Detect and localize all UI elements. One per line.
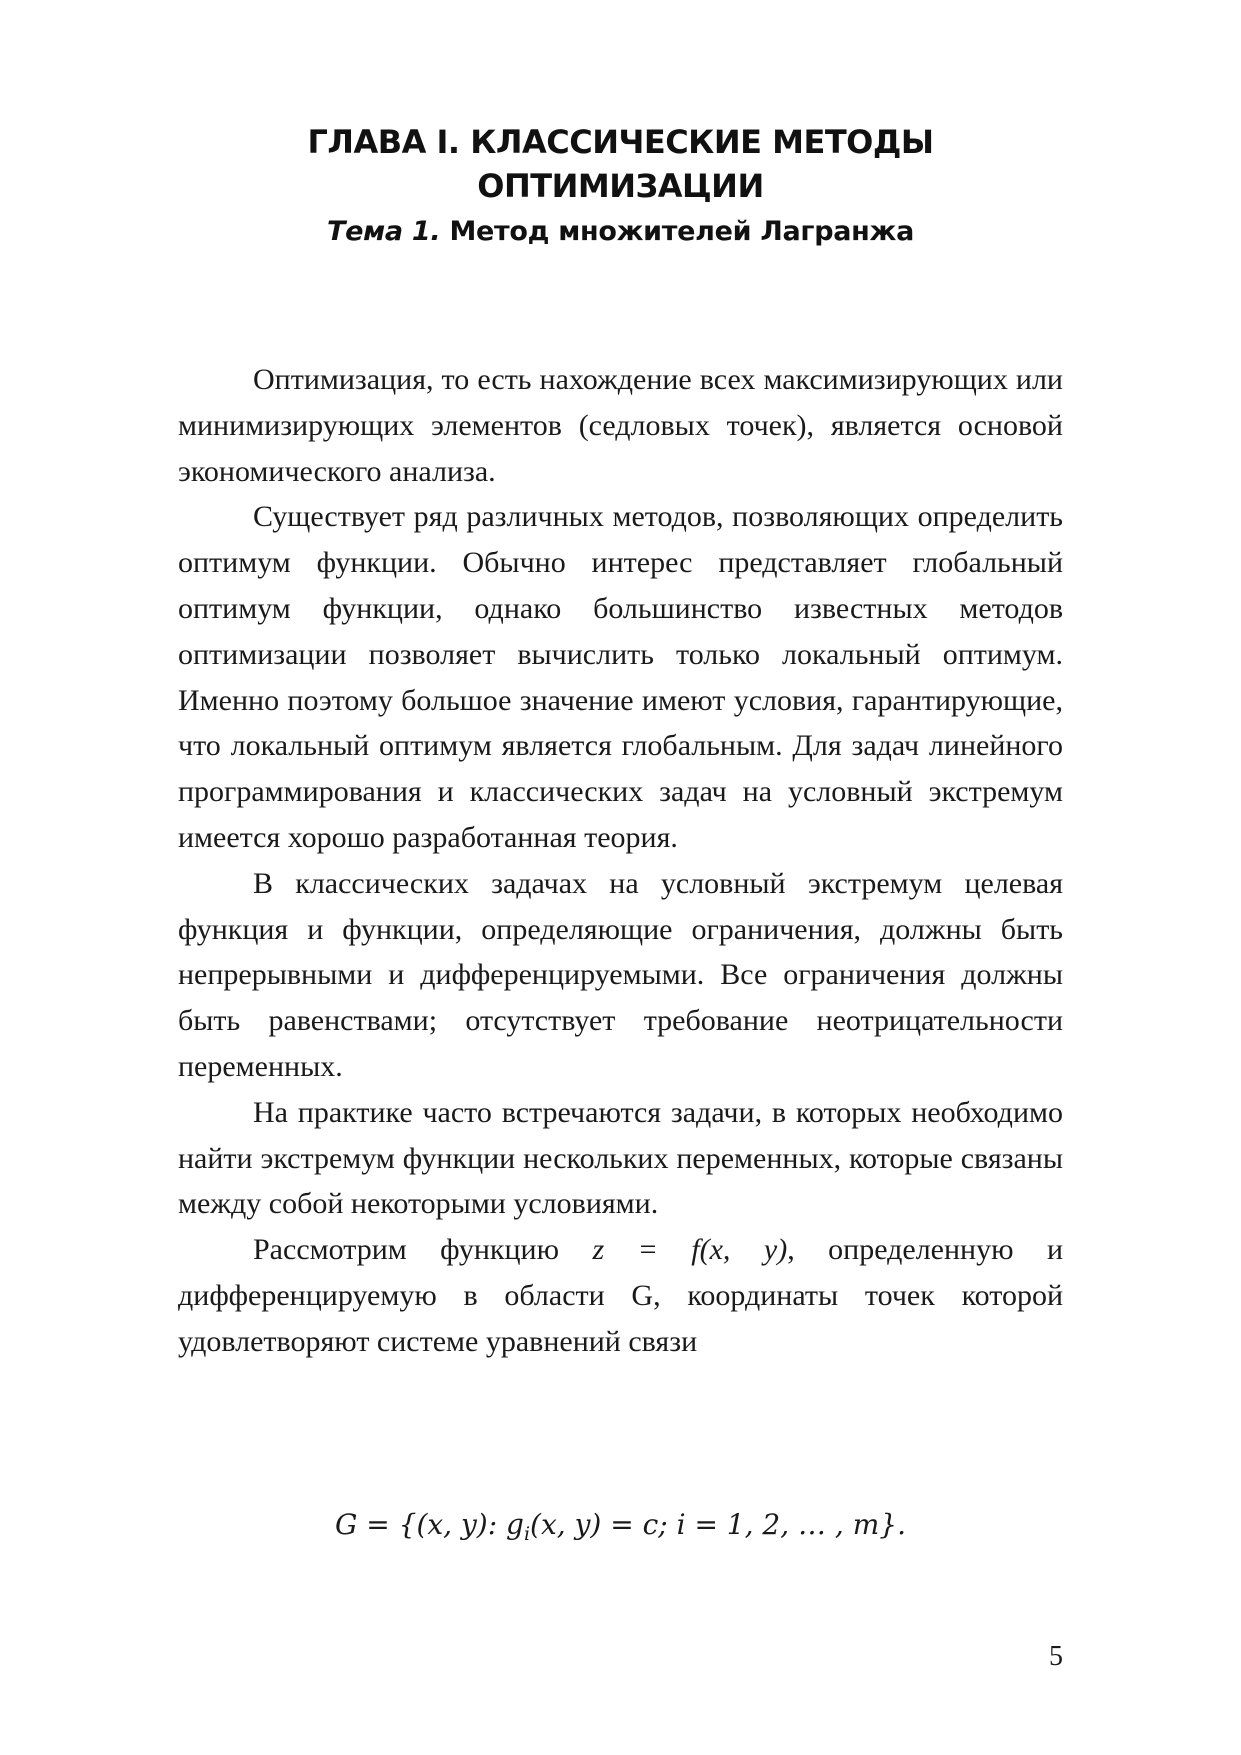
chapter-title-line-2: ОПТИМИЗАЦИИ: [477, 167, 764, 205]
page-number: 5: [1049, 1641, 1063, 1672]
chapter-title-line-1: ГЛАВА I. КЛАССИЧЕСКИЕ МЕТОДЫ: [307, 123, 934, 161]
function-expression: z = f(x, y): [592, 1233, 788, 1267]
topic-name: Метод множителей Лагранжа: [449, 216, 915, 247]
body-text: [178, 357, 1063, 1365]
paragraph-text: , определенную и дифференцируемую в области G, координаты точек которой удовлетворяют системе уравнений связи: [178, 1233, 1064, 1358]
topic-label: Тема 1.: [326, 216, 441, 247]
paragraph: Оптимизация, то есть нахождение всех максимизирующих или минимизирующих элементов (седловых точек), является основой экономического анализа.: [178, 363, 1063, 488]
formula-subscript: i: [523, 1523, 531, 1545]
constraint-formula: [178, 1505, 1063, 1554]
paragraph: Существует ряд различных методов, позволяющих определить оптимум функции. Обычно интерес представляет глобальный оптимум функции, однако большинство известных методов оптимизации позволяет вычислить только локальный оптимум. Именно поэтому большое значение имеют условия, гарантирующие, что локальный оптимум является глобальным. Для задач линейного программирования и классических задач на условный экстремум имеется хорошо разработанная теория.: [178, 500, 1063, 854]
formula-rhs: (x, y) = c; i = 1, 2, … , m}.: [530, 1508, 906, 1541]
topic-title: [178, 212, 1063, 252]
formula-lhs: G = {(x, y): g: [335, 1508, 524, 1541]
paragraph-text: Рассмотрим функцию: [253, 1233, 593, 1267]
paragraph: [178, 1227, 1063, 1364]
chapter-title: [178, 120, 1063, 208]
paragraph: На практике часто встречаются задачи, в которых необходимо найти экстремум функции нескольких переменных, которые связаны между собой некоторыми условиями.: [178, 1095, 1063, 1221]
paragraph: В классических задачах на условный экстремум целевая функция и функции, определяющие ограничения, должны быть непрерывными и дифференцируемыми. Все ограничения должны быть равенствами; отсутствует требование неотрицательности переменных.: [178, 866, 1063, 1083]
